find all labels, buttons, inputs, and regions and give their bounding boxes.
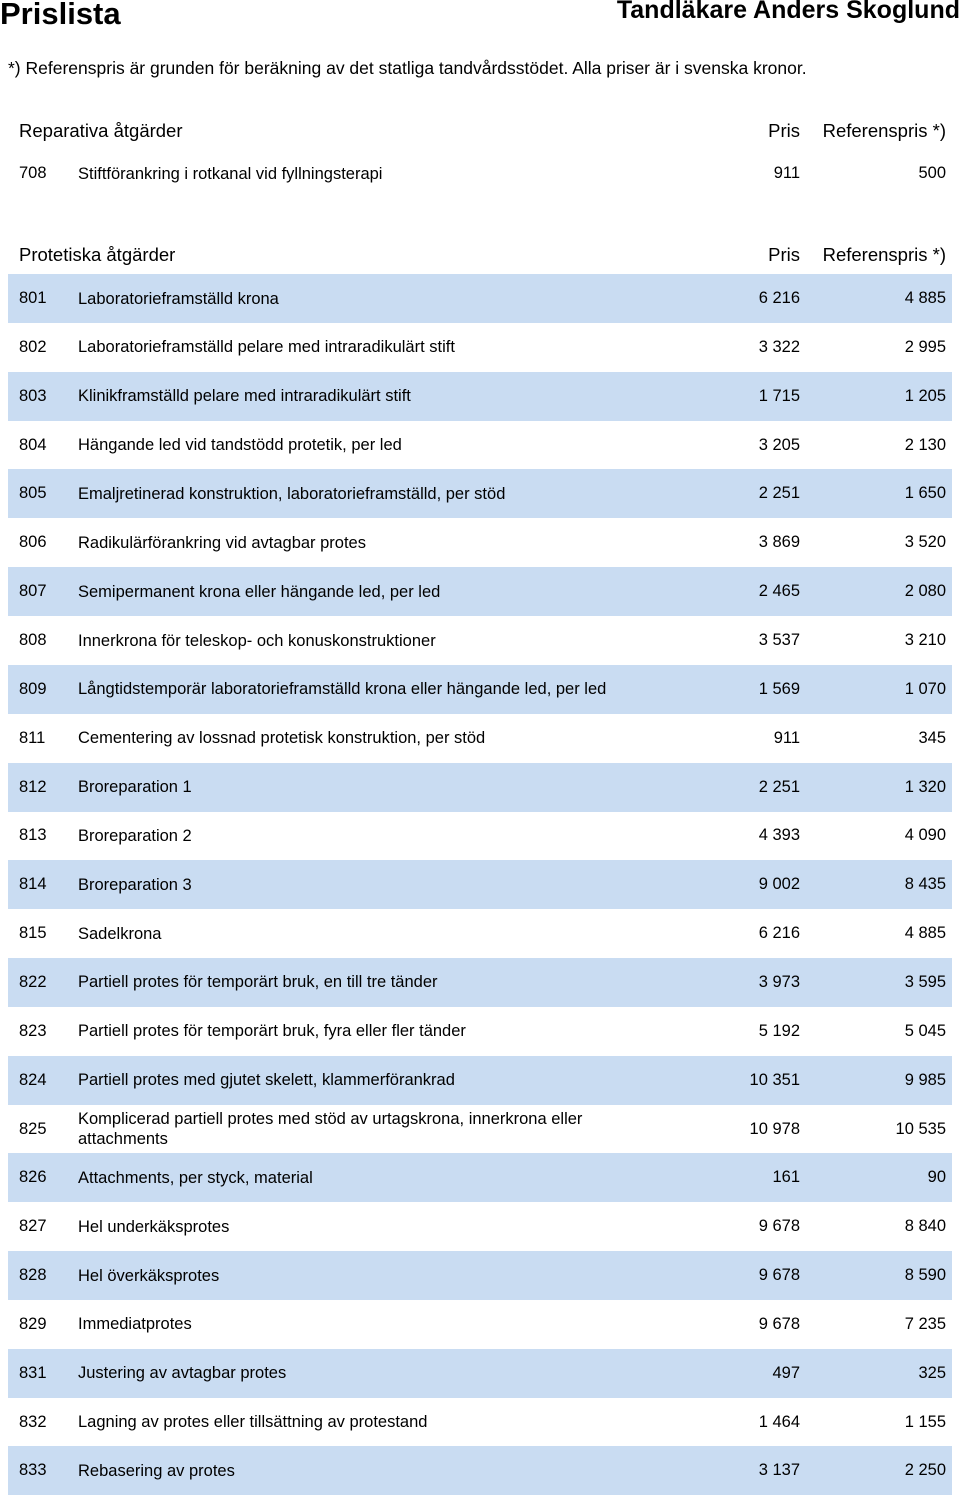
price-row <box>8 274 952 323</box>
column-header-price: Pris <box>768 120 800 141</box>
reference-price-value: 9 985 <box>904 1070 946 1089</box>
treatment-description: Broreparation 1 <box>78 778 192 796</box>
treatment-description: Sadelkrona <box>78 924 162 943</box>
treatment-description: Cementering av lossnad protetisk konstruktion, per stöd <box>78 729 486 748</box>
price-row <box>8 567 952 616</box>
treatment-description: Hel underkäksprotes <box>78 1217 230 1236</box>
price-value: 3 869 <box>758 533 800 552</box>
treatment-description: Partiell protes med gjutet skelett, klammerförankrad <box>78 1071 455 1090</box>
treatment-description: Broreparation 3 <box>78 875 192 894</box>
reference-price-value: 7 235 <box>904 1314 946 1333</box>
price-value: 10 978 <box>749 1119 800 1138</box>
price-row <box>8 518 952 567</box>
treatment-code: 809 <box>19 679 47 698</box>
price-value: 9 002 <box>758 875 800 894</box>
treatment-code: 806 <box>19 533 47 552</box>
price-value: 5 192 <box>758 1021 800 1040</box>
section-title: Protetiska åtgärder <box>19 244 176 265</box>
price-row <box>8 1007 952 1056</box>
price-row <box>8 909 952 958</box>
price-value: 10 351 <box>749 1070 800 1089</box>
reference-price-value: 500 <box>918 164 946 182</box>
reference-price-value: 1 070 <box>904 679 946 698</box>
column-header-reference-price: Referenspris *) <box>822 244 946 265</box>
treatment-description: Emaljretinerad konstruktion, laboratorieframställd, per stöd <box>78 484 506 503</box>
treatment-code: 802 <box>19 337 47 356</box>
price-value: 1 464 <box>758 1412 800 1431</box>
price-value: 911 <box>773 728 800 747</box>
treatment-description: Immediatprotes <box>78 1315 192 1334</box>
price-row <box>8 149 952 198</box>
reference-price-value: 3 210 <box>904 631 946 649</box>
treatment-code: 805 <box>19 484 47 503</box>
treatment-description: Stiftförankring i rotkanal vid fyllningsterapi <box>78 164 383 183</box>
treatment-description: Justering av avtagbar protes <box>78 1364 287 1383</box>
clinic-name: Tandläkare Anders Skoglund <box>616 0 960 24</box>
price-value: 6 216 <box>758 924 800 943</box>
treatment-description: Hängande led vid tandstödd protetik, per led <box>78 436 402 455</box>
treatment-code: 824 <box>19 1070 47 1089</box>
treatment-code: 807 <box>19 582 47 601</box>
price-row <box>8 958 952 1007</box>
price-value: 6 216 <box>758 289 800 307</box>
price-value: 3 973 <box>758 972 800 991</box>
reference-price-value: 90 <box>927 1168 946 1187</box>
price-value: 2 251 <box>758 484 800 503</box>
treatment-code: 813 <box>19 826 47 845</box>
price-row <box>8 1398 952 1447</box>
treatment-description: Partiell protes för temporärt bruk, en till tre tänder <box>78 973 438 992</box>
treatment-description: Laboratorieframställd pelare med intraradikulärt stift <box>78 338 455 357</box>
reference-price-value: 5 045 <box>904 1021 946 1040</box>
page-header <box>0 0 960 40</box>
price-row <box>8 1446 952 1495</box>
price-row <box>8 372 952 421</box>
price-value: 1 715 <box>758 386 800 405</box>
section-header-protetiska <box>8 234 952 274</box>
price-value: 911 <box>773 164 800 182</box>
treatment-code: 801 <box>19 289 47 307</box>
price-value: 161 <box>772 1168 800 1187</box>
reference-price-value: 2 995 <box>904 337 946 356</box>
price-value: 3 205 <box>758 435 800 454</box>
treatment-code: 808 <box>19 631 47 649</box>
price-value: 497 <box>772 1363 800 1382</box>
treatment-code: 832 <box>19 1412 47 1431</box>
treatment-code: 827 <box>19 1217 47 1236</box>
price-row <box>8 1202 952 1251</box>
reference-price-value: 8 435 <box>904 875 946 894</box>
price-value: 2 251 <box>758 777 800 796</box>
price-value: 3 537 <box>758 631 800 649</box>
price-row <box>8 323 952 372</box>
treatment-code: 804 <box>19 435 47 454</box>
price-row <box>8 665 952 714</box>
price-row <box>8 421 952 470</box>
price-value: 2 465 <box>758 582 800 601</box>
treatment-description: Partiell protes för temporärt bruk, fyra eller fler tänder <box>78 1022 466 1041</box>
price-row <box>8 1153 952 1202</box>
treatment-code: 814 <box>19 875 47 894</box>
treatment-code: 815 <box>19 924 47 943</box>
reference-price-value: 10 535 <box>895 1119 946 1138</box>
price-value: 4 393 <box>758 826 800 845</box>
treatment-description: Långtidstemporär laboratorieframställd krona eller hängande led, per led <box>78 680 607 699</box>
price-row <box>8 1300 952 1349</box>
treatment-description: Innerkrona för teleskop- och konuskonstruktioner <box>78 631 436 650</box>
treatment-description: Laboratorieframställd krona <box>78 289 279 308</box>
column-header-price: Pris <box>768 244 800 265</box>
price-value: 3 322 <box>758 337 800 356</box>
price-row <box>8 1251 952 1300</box>
treatment-code: 708 <box>19 164 47 182</box>
price-row <box>8 1349 952 1398</box>
treatment-description: Lagning av protes eller tillsättning av protestand <box>78 1413 428 1431</box>
treatment-code: 803 <box>19 386 47 405</box>
price-value: 1 569 <box>758 679 800 698</box>
reference-price-value: 1 205 <box>904 386 946 405</box>
price-row <box>8 763 952 812</box>
reference-price-value: 4 885 <box>904 924 946 943</box>
price-value: 3 137 <box>758 1461 800 1480</box>
reference-price-value: 8 590 <box>904 1266 946 1284</box>
treatment-description: Rebasering av protes <box>78 1461 235 1480</box>
price-value: 9 678 <box>758 1314 800 1333</box>
reference-price-value: 1 650 <box>904 484 946 503</box>
price-row <box>8 1105 952 1154</box>
reference-price-value: 1 320 <box>904 777 946 796</box>
reference-price-value: 1 155 <box>904 1412 946 1431</box>
reference-price-value: 325 <box>918 1363 946 1382</box>
treatment-description: Hel överkäksprotes <box>78 1266 220 1285</box>
price-row <box>8 1056 952 1105</box>
treatment-code: 811 <box>19 728 46 747</box>
reference-price-value: 4 885 <box>904 289 946 307</box>
reference-price-value: 3 520 <box>904 533 946 552</box>
treatment-code: 822 <box>19 972 47 991</box>
treatment-description: Komplicerad partiell protes med stöd av urtagskrona, innerkrona eller attachments <box>78 1110 583 1148</box>
treatment-code: 812 <box>19 777 47 796</box>
reference-price-value: 2 130 <box>904 435 946 454</box>
price-row <box>8 860 952 909</box>
reference-price-note: *) Referenspris är grunden för beräkning av det statliga tandvårdsstödet. Alla priser är i svenska kronor. <box>8 58 807 78</box>
price-row <box>8 714 952 763</box>
price-row <box>8 811 952 860</box>
section-title: Reparativa åtgärder <box>19 120 183 141</box>
reference-price-value: 2 080 <box>904 582 946 601</box>
reference-price-value: 2 250 <box>904 1461 946 1480</box>
treatment-code: 826 <box>19 1168 47 1187</box>
treatment-code: 823 <box>19 1021 47 1040</box>
treatment-code: 833 <box>19 1461 47 1480</box>
treatment-description: Attachments, per styck, material <box>78 1168 313 1187</box>
reference-price-value: 4 090 <box>904 826 946 845</box>
treatment-code: 828 <box>19 1266 47 1284</box>
treatment-code: 825 <box>19 1119 47 1138</box>
treatment-description: Semipermanent krona eller hängande led, per led <box>78 582 441 601</box>
page-title: Prislista <box>0 0 121 31</box>
reference-price-value: 3 595 <box>904 972 946 991</box>
treatment-description: Broreparation 2 <box>78 826 192 845</box>
price-value: 9 678 <box>758 1266 800 1284</box>
treatment-description: Klinikframställd pelare med intraradikulärt stift <box>78 387 411 406</box>
column-header-reference-price: Referenspris *) <box>822 120 946 141</box>
reference-price-value: 345 <box>918 728 946 747</box>
reference-price-value: 8 840 <box>904 1217 946 1236</box>
price-value: 9 678 <box>758 1217 800 1236</box>
treatment-description: Radikulärförankring vid avtagbar protes <box>78 533 366 552</box>
price-row <box>8 616 952 665</box>
treatment-code: 831 <box>19 1363 47 1382</box>
section-header-reparativa <box>8 110 952 150</box>
treatment-code: 829 <box>19 1314 47 1333</box>
price-row <box>8 469 952 518</box>
